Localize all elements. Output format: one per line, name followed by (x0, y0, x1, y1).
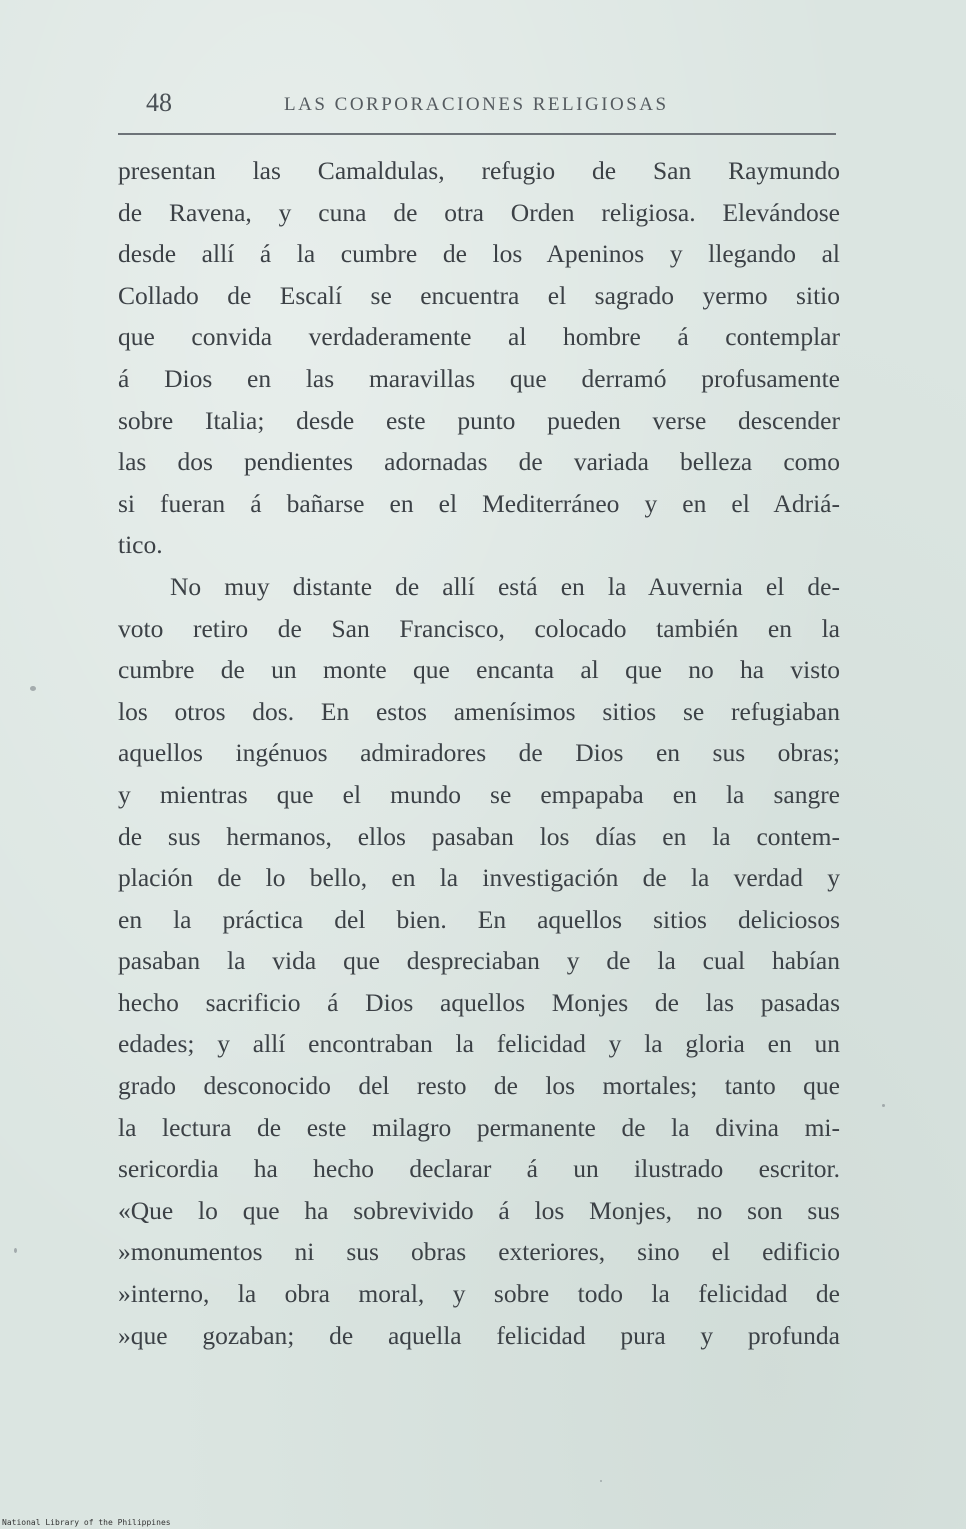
text-line: si fueran á bañarse en el Mediterráneo y en el Adriá- (118, 488, 840, 518)
scan-speck (30, 686, 36, 691)
text-line: «Que lo que ha sobrevivido á los Monjes, no son sus (118, 1195, 840, 1225)
text-line: »interno, la obra moral, y sobre todo la felicidad de (118, 1279, 840, 1309)
page-number: 48 (146, 88, 172, 117)
library-credit: National Library of the Philippines (2, 1518, 171, 1527)
text-line: pasaban la vida que despreciaban y de la cual habían (118, 946, 840, 976)
text-line: No muy distante de allí está en la Auvernia el de- (170, 571, 840, 601)
text-line: de sus hermanos, ellos pasaban los días en la contem- (118, 821, 840, 851)
text-line: de Ravena, y cuna de otra Orden religiosa. Elevándose (118, 197, 840, 227)
text-line: las dos pendientes adornadas de variada belleza como (118, 447, 840, 477)
text-line: grado desconocido del resto de los mortales; tanto que (118, 1071, 840, 1101)
text-line: que convida verdaderamente al hombre á contemplar (118, 322, 840, 352)
text-line: en la práctica del bien. En aquellos sitios deliciosos (118, 904, 840, 934)
text-line: »que gozaban; de aquella felicidad pura y profunda (118, 1320, 840, 1350)
text-line: presentan las Camaldulas, refugio de San Raymundo (118, 156, 840, 185)
text-line: cumbre de un monte que encanta al que no ha visto (118, 655, 840, 685)
text-line: la lectura de este milagro permanente de la divina mi- (118, 1112, 840, 1142)
scan-speck (600, 1480, 602, 1482)
text-line: sericordia ha hecho declarar á un ilustrado escritor. (118, 1154, 840, 1184)
text-line: y mientras que el mundo se empapaba en la sangre (118, 779, 840, 809)
text-line: hecho sacrificio á Dios aquellos Monjes de las pasadas (118, 987, 840, 1017)
text-line: »monumentos ni sus obras exteriores, sino el edificio (118, 1237, 840, 1267)
text-line: voto retiro de San Francisco, colocado también en la (118, 613, 840, 643)
running-title: LAS CORPORACIONES RELIGIOSAS (284, 94, 669, 115)
text-line: plación de lo bello, en la investigación de la verdad y (118, 863, 840, 893)
body-text (118, 150, 840, 1356)
page-header (118, 88, 836, 128)
header-rule (118, 133, 836, 135)
text-line: tico. (118, 530, 163, 560)
text-line: aquellos ingénuos admiradores de Dios en sus obras; (118, 738, 840, 768)
scan-speck (14, 1248, 17, 1253)
text-line: Collado de Escalí se encuentra el sagrado yermo sitio (118, 280, 840, 310)
text-line: los otros dos. En estos amenísimos sitios se refugiaban (118, 696, 840, 726)
text-line: edades; y allí encontraban la felicidad y la gloria en un (118, 1029, 840, 1059)
text-line: á Dios en las maravillas que derramó profusamente (118, 363, 840, 393)
text-line: desde allí á la cumbre de los Apeninos y llegando al (118, 239, 840, 269)
text-line: sobre Italia; desde este punto pueden verse descender (118, 405, 840, 435)
scan-speck (882, 1104, 885, 1107)
